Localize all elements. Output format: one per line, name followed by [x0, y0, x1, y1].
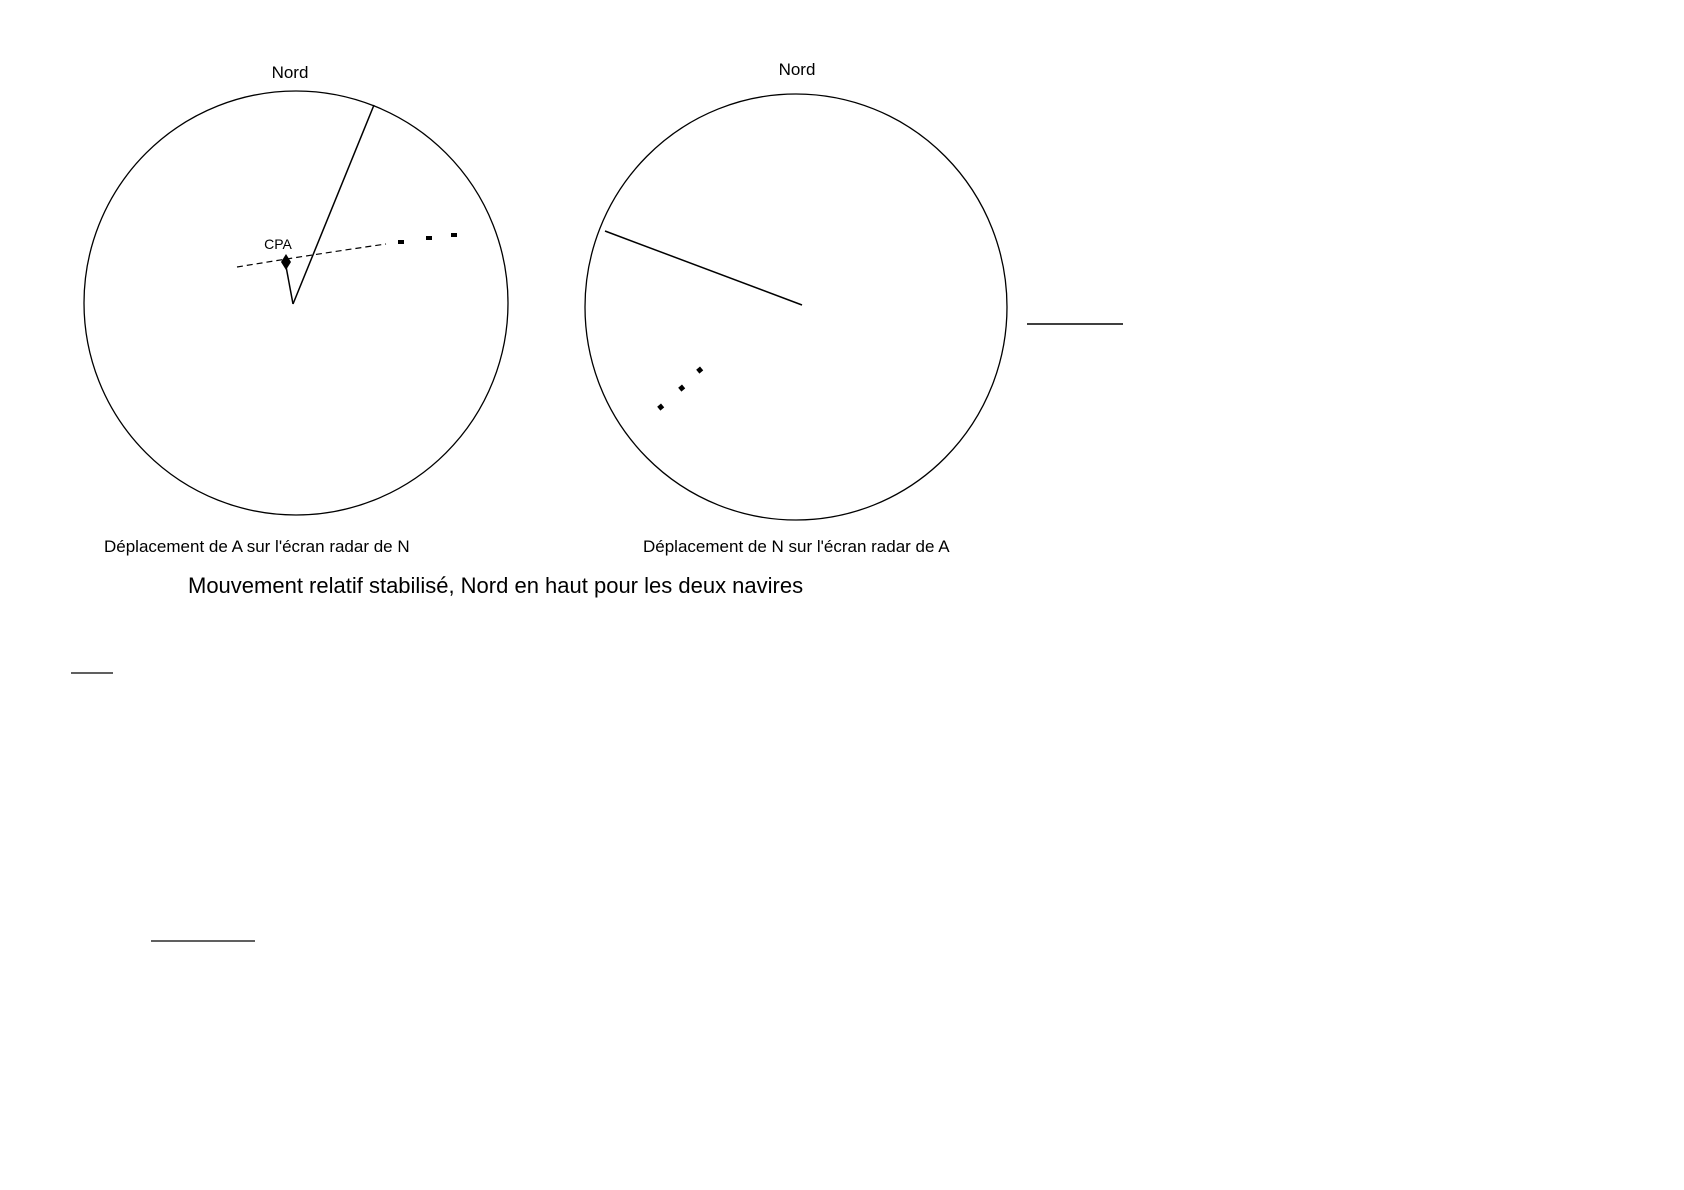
right-track-dot — [657, 404, 664, 411]
right-track-dot — [696, 367, 703, 374]
cpa-label: CPA — [264, 236, 292, 252]
right-radar-caption: Déplacement de N sur l'écran radar de A — [643, 537, 950, 556]
left-north-label: Nord — [271, 63, 309, 82]
right-radar — [585, 60, 1007, 556]
left-relative-track — [237, 244, 386, 267]
left-radar-caption: Déplacement de A sur l'écran radar de N — [104, 537, 410, 556]
left-radar-circle — [84, 91, 508, 515]
left-heading-line — [293, 105, 374, 304]
left-track-dot — [426, 236, 432, 240]
right-heading-line — [605, 231, 802, 305]
left-track-dot — [451, 233, 457, 237]
main-caption: Mouvement relatif stabilisé, Nord en haut pour les deux navires — [188, 573, 804, 598]
right-north-label: Nord — [778, 60, 816, 79]
cpa-marker — [281, 254, 291, 270]
left-radar — [84, 63, 508, 556]
right-radar-circle — [585, 94, 1007, 520]
right-track-dot — [678, 385, 685, 392]
left-track-dot — [398, 240, 404, 244]
